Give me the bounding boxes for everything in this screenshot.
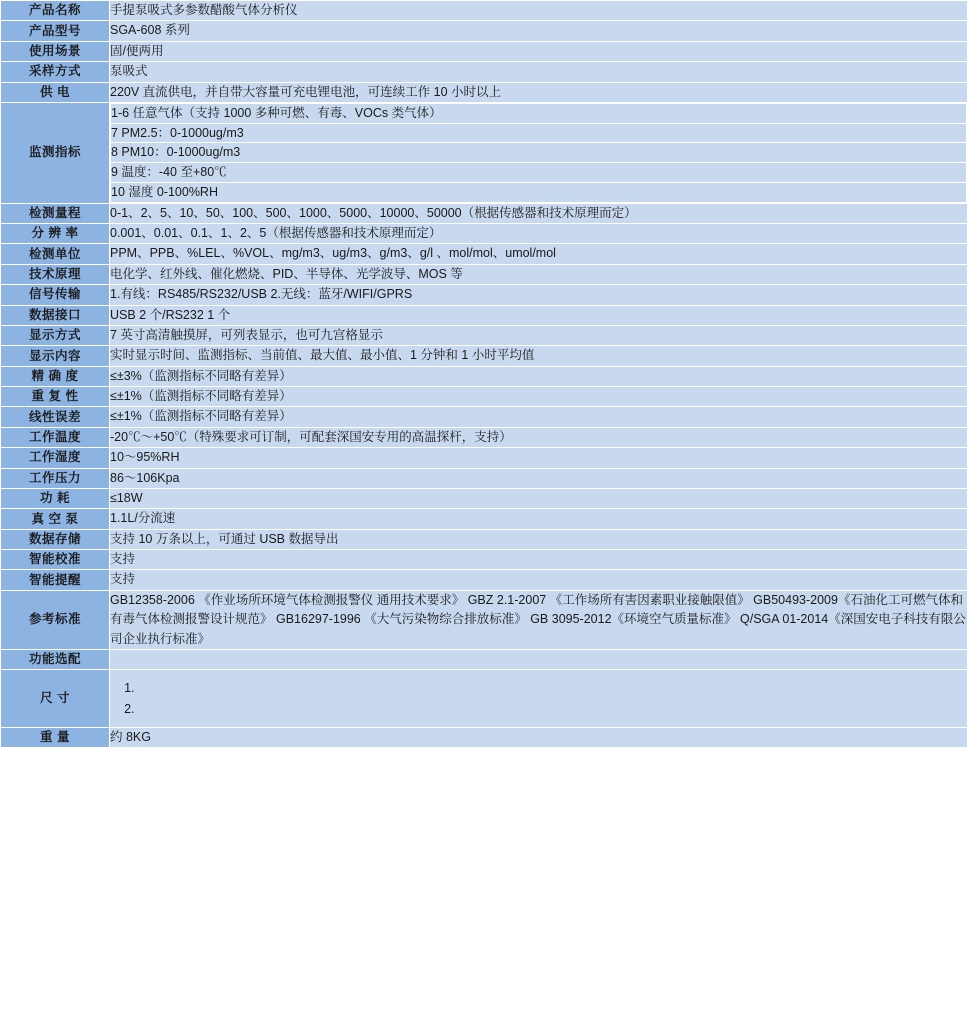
- row-label: 使用场景: [1, 41, 110, 61]
- row-value: PPM、PPB、%LEL、%VOL、mg/m3、ug/m3、g/m3、g/l 、mol/mol、umol/mol: [110, 244, 968, 264]
- row-value: 86～106Kpa: [110, 468, 968, 488]
- row-value: [110, 748, 968, 749]
- table-row: [1, 727, 968, 747]
- list-item: [111, 182, 967, 202]
- row-label: 供 电: [1, 82, 110, 102]
- row-value: 10～95%RH: [110, 448, 968, 468]
- row-value: 1.有线：RS485/RS232/USB 2.无线：蓝牙/WIFI/GPRS: [110, 285, 968, 305]
- table-row: [1, 509, 968, 529]
- row-label: 功 耗: [1, 488, 110, 508]
- row-value: 约 8KG: [110, 727, 968, 747]
- row-label: 尺 寸: [1, 669, 110, 727]
- row-value: [110, 669, 968, 727]
- table-row: [1, 550, 968, 570]
- row-value: [110, 102, 968, 203]
- row-label: 数据存储: [1, 529, 110, 549]
- row-value: -20℃～+50℃（特殊要求可订制，可配套深国安专用的高温探杆，支持）: [110, 427, 968, 447]
- table-row: [1, 244, 968, 264]
- list-item: [111, 103, 967, 123]
- row-value: SGA-608 系列: [110, 21, 968, 41]
- row-label: 产品名称: [1, 1, 110, 21]
- indicator-line: 8 PM10：0-1000ug/m3: [111, 143, 967, 163]
- row-label: 工作温度: [1, 427, 110, 447]
- table-row: [1, 468, 968, 488]
- table-row: [1, 264, 968, 284]
- row-value: GB12358-2006 《作业场所环境气体检测报警仪 通用技术要求》 GBZ 2.1-2007 《工作场所有害因素职业接触限值》 GB50493-2009《石油化工可燃气体和有毒气体检测报警设计规范》 GB16297-1996 《大气污染物综合排放标准》 GB 3095-2012《环境空气质量标准》 Q/SGA 01-2014《深国安电子科技有限公司企业执行标准》: [110, 590, 968, 649]
- row-label: 采样方式: [1, 62, 110, 82]
- row-value: ≤±3%（监测指标不同略有差异）: [110, 366, 968, 386]
- row-value: 支持: [110, 570, 968, 590]
- row-value: USB 2 个/RS232 1 个: [110, 305, 968, 325]
- row-label: 智能提醒: [1, 570, 110, 590]
- list-item: [111, 123, 967, 143]
- row-value: 1.1L/分流速: [110, 509, 968, 529]
- row-label: 功能选配: [1, 649, 110, 669]
- row-value: 电化学、红外线、催化燃烧、PID、半导体、光学波导、MOS 等: [110, 264, 968, 284]
- row-label: [1, 748, 110, 749]
- row-label: 监测指标: [1, 102, 110, 203]
- table-row: [1, 590, 968, 649]
- row-value: 固/便两用: [110, 41, 968, 61]
- row-label: 智能校准: [1, 550, 110, 570]
- indicator-line: 7 PM2.5：0-1000ug/m3: [111, 123, 967, 143]
- indicator-line: 1-6 任意气体（支持 1000 多种可燃、有毒、VOCs 类气体）: [111, 103, 967, 123]
- row-value: 泵吸式: [110, 62, 968, 82]
- row-value: 手提泵吸式多参数醋酸气体分析仪: [110, 1, 968, 21]
- row-label: 精 确 度: [1, 366, 110, 386]
- table-row: [1, 82, 968, 102]
- table-row: [1, 41, 968, 61]
- row-label: 信号传输: [1, 285, 110, 305]
- table-row-optional-functions: [1, 669, 968, 727]
- optional-function-list: [118, 678, 959, 719]
- table-row: [1, 305, 968, 325]
- table-row: [1, 62, 968, 82]
- row-label: 真 空 泵: [1, 509, 110, 529]
- table-row: [1, 1, 968, 21]
- row-value: 7 英寸高清触摸屏，可列表显示，也可九宫格显示: [110, 325, 968, 345]
- row-value: ≤18W: [110, 488, 968, 508]
- row-value: ≤±1%（监测指标不同略有差异）: [110, 387, 968, 407]
- row-value: 0.001、0.01、0.1、1、2、5（根据传感器和技术原理而定）: [110, 224, 968, 244]
- row-label: 分 辨 率: [1, 224, 110, 244]
- list-item: [138, 678, 959, 698]
- table-row: [1, 448, 968, 468]
- table-row: [1, 529, 968, 549]
- list-item: [138, 699, 959, 719]
- row-value: 0‐1、2、5、10、50、100、500、1000、5000、10000、50000（根据传感器和技术原理而定）: [110, 203, 968, 223]
- row-label: 重 量: [1, 727, 110, 747]
- row-value: 支持 10 万条以上，可通过 USB 数据导出: [110, 529, 968, 549]
- row-label: 线性误差: [1, 407, 110, 427]
- row-label: 检测量程: [1, 203, 110, 223]
- row-value: 220V 直流供电，并自带大容量可充电锂电池，可连续工作 10 小时以上: [110, 82, 968, 102]
- monitoring-indicator-list: [110, 103, 967, 203]
- table-row: [1, 21, 968, 41]
- row-label: 产品型号: [1, 21, 110, 41]
- table-row: [1, 346, 968, 366]
- list-item: [111, 143, 967, 163]
- row-label: 显示方式: [1, 325, 110, 345]
- row-value: 实时显示时间、监测指标、当前值、最大值、最小值、1 分钟和 1 小时平均值: [110, 346, 968, 366]
- row-label: 检测单位: [1, 244, 110, 264]
- indicator-line: 9 温度：-40 至+80℃: [111, 163, 967, 183]
- table-row: [1, 387, 968, 407]
- table-row: [1, 224, 968, 244]
- table-row: [1, 366, 968, 386]
- table-row: [1, 748, 968, 749]
- table-row-reference-standards: [1, 649, 968, 669]
- table-row: [1, 407, 968, 427]
- table-row: [1, 285, 968, 305]
- row-label: 显示内容: [1, 346, 110, 366]
- row-value: [110, 649, 968, 669]
- row-label: 重 复 性: [1, 387, 110, 407]
- row-label: 工作湿度: [1, 448, 110, 468]
- table-row-monitoring-indicators: [1, 102, 968, 203]
- list-item: [111, 163, 967, 183]
- table-row: [1, 570, 968, 590]
- row-value: 支持: [110, 550, 968, 570]
- row-label: 数据接口: [1, 305, 110, 325]
- table-row: [1, 325, 968, 345]
- indicator-line: 10 湿度 0-100%RH: [111, 182, 967, 202]
- table-row: [1, 488, 968, 508]
- row-value: ≤±1%（监测指标不同略有差异）: [110, 407, 968, 427]
- table-row: [1, 203, 968, 223]
- row-label: 参考标准: [1, 590, 110, 649]
- row-label: 技术原理: [1, 264, 110, 284]
- table-row: [1, 427, 968, 447]
- row-label: 工作压力: [1, 468, 110, 488]
